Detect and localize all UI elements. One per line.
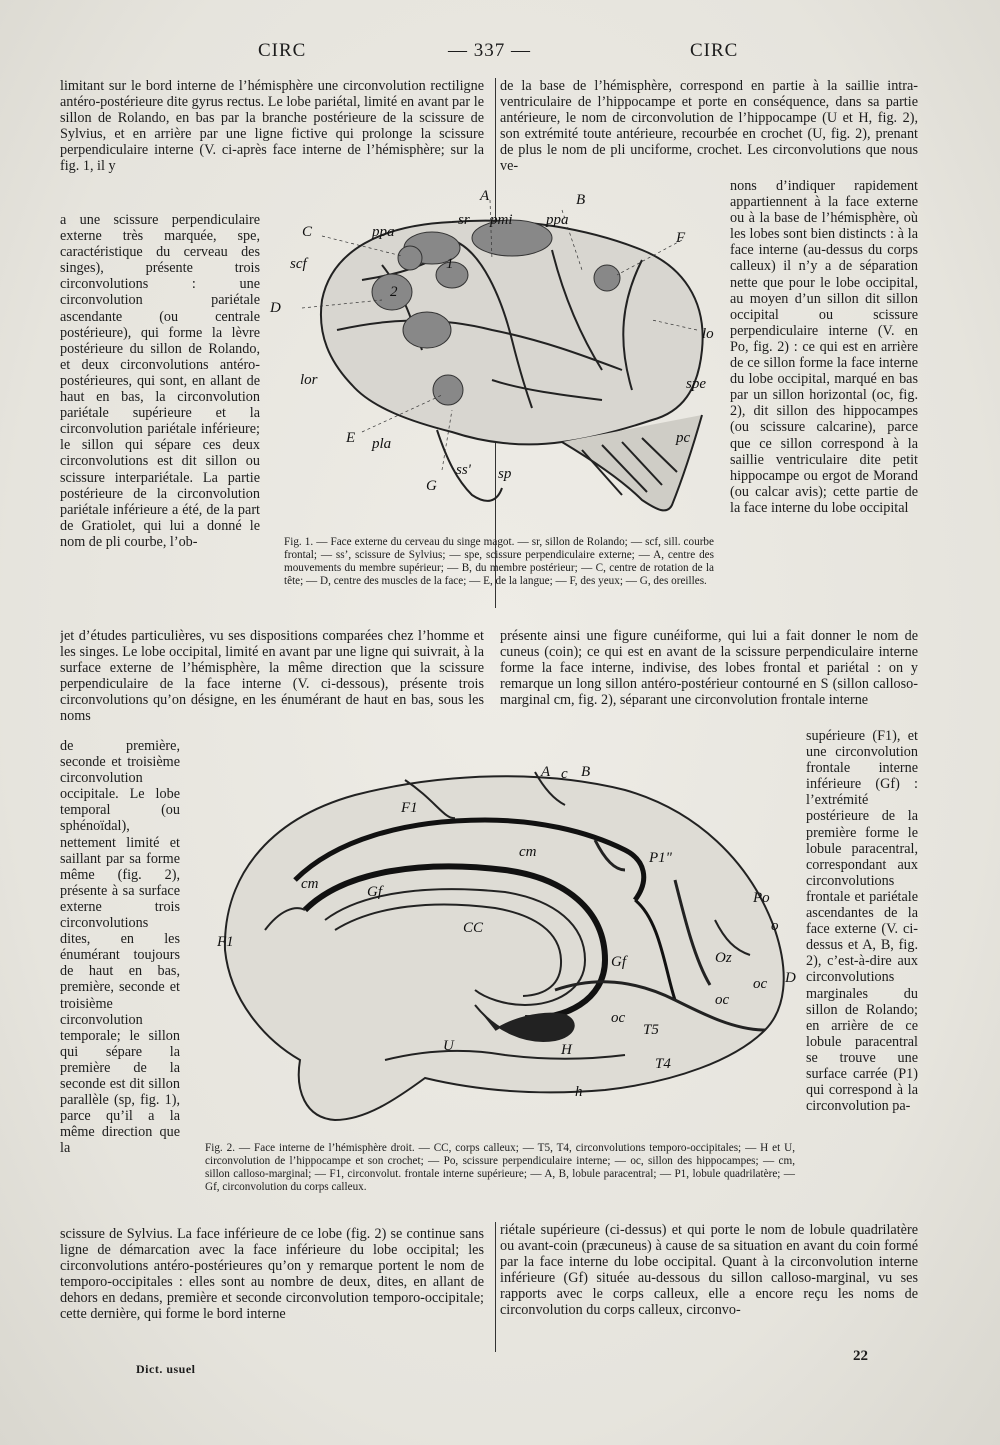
hemisphere-medial-drawing	[225, 772, 784, 1120]
fig2-label-gf-top: Gf	[367, 884, 382, 900]
fig2-label-d: D	[785, 970, 796, 986]
figure-1-caption: Fig. 1. — Face externe du cerveau du singe magot. — sr, sillon de Rolando; — scf, sill. courbe frontal; — ss’, scissure de Sylvius; — spe, scissure perpendiculaire externe; — A, centre des mouvements du membre supérieur; — B, du membre postérieur; — C, centre de rotation de la tête; — D, centre des muscles de la face; — E, de la langue; — F, des yeux; — G, des oreilles.	[284, 536, 714, 587]
fig1-label-a: A	[480, 188, 490, 204]
fig2-label-oc-right: oc	[753, 976, 768, 992]
fig1-label-scf: scf	[290, 256, 307, 272]
fig2-label-a: A	[541, 764, 551, 780]
right-column-narrow-text: nons d’indiquer rapidement appartiennent à la face externe ou à la base de l’hémisphère, où les lobes sont bien distincts : à la face interne (au-dessus du corps calleux) il n’y a de séparation nette que pour le lobe occipital, au moyen d’un sillon dit sillon occipital ou scissure perpendiculaire interne (V. en Po, fig. 2) : ce qui est en arrière de ce sillon forme la face interne du lobe occipital, marqué en bas par un sillon horizontal (oc, fig. 2), dit sillon des hippocampes (ou scissure calcarine), parce que ce sillon correspond à la saillie ventriculaire dite petit hippocampe ou ergot de Morand (ou calcar avis); cette partie de la face interne du lobe occipital	[730, 178, 918, 516]
fig2-label-t4: T4	[655, 1056, 671, 1072]
fig2-label-c: c	[561, 766, 568, 782]
fig2-label-h-lower: h	[575, 1084, 583, 1100]
fig1-label-sr: sr	[458, 212, 470, 228]
fig2-label-oc-mid: oc	[715, 992, 730, 1008]
fig2-label-oz: Oz	[715, 950, 732, 966]
fig2-label-f1-left: F1	[217, 934, 234, 950]
right-column-mid-text: présente ainsi une figure cunéiforme, qui lui a fait donner le nom de cuneus (coin); ce qui est en avant de la scissure perpendiculaire interne forme la face interne, indivise, des lobes frontal et pariétal : on y remarque un long sillon antéro-postérieur contourné en S (sillon calloso-marginal cm, fig. 2), séparant une circonvolution frontale interne	[500, 628, 918, 709]
fig2-label-t5: T5	[643, 1022, 659, 1038]
fig2-label-cc: CC	[463, 920, 484, 936]
fig1-label-2: 2	[390, 284, 398, 300]
footer-signature: Dict. usuel	[136, 1362, 196, 1376]
fig1-label-c: C	[302, 224, 313, 240]
fig1-label-ppa-left: ppa	[372, 224, 395, 240]
fig2-label-f1-top: F1	[401, 800, 418, 816]
fig2-label-cm-top: cm	[519, 844, 537, 860]
left-column-narrow-text: a une scissure perpendiculaire externe très marquée, spe, caractéristique du cerveau des singes), présente trois circonvolutions : une circonvolution pariétale ascendante (ou centrale postérieure), qui forme la lèvre postérieure du sillon de Rolando, et deux circonvolutions antéro-postérieures, qui sont, en allant de haut en bas, la circonvolution pariétale supérieure et la circonvolution pariétale inférieure; le sillon qui sépare ces deux circonvolutions est dit sillon ou scissure interpariétale. La partie postérieure de la circonvolution pariétale inférieure a été, de la part de Gratiolet, qui lui a donné le nom de pli courbe, l’ob-	[60, 212, 260, 550]
figure-1-monkey-brain-lateral	[262, 180, 732, 540]
fig2-label-h: H	[561, 1042, 572, 1058]
fig2-label-gf-right: Gf	[611, 954, 626, 970]
fig2-label-o: o	[771, 918, 779, 934]
column-rule-bottom	[495, 1222, 496, 1352]
fig2-label-cm-left: cm	[301, 876, 319, 892]
right-column-beside-fig2-text: supérieure (F1), et une circonvolution frontale interne inférieure (Gf) : l’extrémité postérieure de la première forme le lobule paracentral, correspondant aux circonvolutions frontale et pariétale ascendantes de la face externe (V. ci-dessus et A, B, fig. 2), c’est-à-dire aux circonvolutions marginales du sillon de Rolando; en arrière de ce lobule paracentral se trouve une surface carrée (P1) qui correspond à la circonvolution pa-	[806, 728, 918, 1115]
fig2-label-u: U	[443, 1038, 454, 1054]
right-column-top-text: de la base de l’hémisphère, correspond en partie à la saillie intra-ventriculaire de l’hippocampe et porte en conséquence, dans sa partie antérieure, le nom de circonvolution de l’hippocampe (U et H, fig. 2), son extrémité toute antérieure, recourbée en crochet (U, fig. 2), prenant de plus le nom de pli unciforme, crochet. Les circonvolutions que nous ve-	[500, 78, 918, 175]
fig1-label-f: F	[676, 230, 686, 246]
fig1-label-d: D	[270, 300, 281, 316]
brain-lateral-drawing	[321, 221, 703, 511]
fig1-label-ppa-top: ppa	[546, 212, 569, 228]
right-column-bottom-text: riétale supérieure (ci-dessus) et qui porte le nom de lobule quadrilatère ou avant-coin (præcuneus) à cause de sa situation en avant du coin formé par la face interne du lobe occipital. Quant à la circonvolution interne inférieure (Gf) située au-dessous du sillon calloso-marginal, vu ses rapports avec le corps calleux, elle a encore reçu les noms de circonvolution du corps calleux, circonvo-	[500, 1222, 918, 1319]
left-column-top-text: limitant sur le bord interne de l’hémisphère une circonvolution rectiligne antéro-postérieure dite gyrus rectus. Le lobe pariétal, limité en avant par le sillon de Rolando, en bas par la branche postérieure de la scissure de Sylvius, et en arrière par une ligne fictive qui prolonge la scissure perpendiculaire interne (V. ci-après face interne de l’hémisphère; sur la fig. 1, il y	[60, 78, 484, 175]
fig1-label-pla: pla	[372, 436, 392, 452]
fig1-label-e: E	[346, 430, 356, 446]
page-number: — 337 —	[448, 40, 531, 61]
fig2-label-oc-low: oc	[611, 1010, 626, 1026]
fig2-label-p1: P1"	[649, 850, 672, 866]
fig1-label-ss: ss'	[456, 462, 471, 478]
left-column-bottom-text: scissure de Sylvius. La face inférieure de ce lobe (fig. 2) se continue sans ligne de démarcation avec la face inférieure du lobe occipital; les circonvolutions antéro-postérieures qu’on y remarque portent le nom de temporo-occipitales : elles sont au nombre de deux, dites, en allant de dehors en dedans, première et seconde circonvolution temporo-occipitale; cette dernière, qui forme le bord interne	[60, 1226, 484, 1323]
running-head-right: CIRC	[690, 40, 739, 61]
fig2-label-b: B	[581, 764, 591, 780]
running-head-left: CIRC	[258, 40, 307, 61]
figure-2-caption: Fig. 2. — Face interne de l’hémisphère droit. — CC, corps calleux; — T5, T4, circonvolutions temporo-occipitales; — H et U, circonvolution de l’hippocampe et son crochet; — Po, scissure perpendiculaire interne; — oc, sillon des hippocampes; — cm, sillon calloso-marginal; — F1, circonvolut. frontale interne supérieure; — A, B, lobule paracentral; — P1, lobule quadrilatère; — Gf, circonvolution du corps calleux.	[205, 1142, 795, 1193]
fig1-label-lo: lo	[702, 326, 714, 342]
figure-2-human-hemisphere-medial	[205, 760, 805, 1140]
fig1-label-1: 1	[446, 256, 454, 272]
fig1-label-g: G	[426, 478, 437, 494]
fig2-label-po: Po	[753, 890, 770, 906]
fig1-label-b: B	[576, 192, 586, 208]
left-column-beside-fig2-text: de première, seconde et troisième circonvolution occipitale. Le lobe temporal (ou sphénoïdal), nettement limité et saillant par sa forme même (fig. 2), présente à sa surface externe trois circonvolutions dites, en les énumérant toujours de haut en bas, première, seconde et troisième circonvolution temporale; le sillon qui sépare la première de la seconde est dit sillon parallèle (sp, fig. 1), parce qu’il a la même direction que la	[60, 738, 180, 1157]
fig1-label-sp: sp	[498, 466, 512, 482]
left-column-full-text: jet d’études particulières, vu ses dispositions comparées chez l’homme et les singes. Le lobe occipital, limité en avant par une ligne qui suivrait, à la surface externe de l’hémisphère, la même direction que la scissure perpendiculaire de la face interne (V. ci-dessous), présente trois circonvolutions qu’on désigne, en les énumérant de haut en bas, sous les noms	[60, 628, 484, 725]
fig1-label-pmi: pmi	[490, 212, 513, 228]
fig1-label-lor: lor	[300, 372, 318, 388]
fig1-label-pc: pc	[676, 430, 691, 446]
fig1-label-spe: spe	[686, 376, 706, 392]
footer-page-mark: 22	[853, 1348, 868, 1364]
